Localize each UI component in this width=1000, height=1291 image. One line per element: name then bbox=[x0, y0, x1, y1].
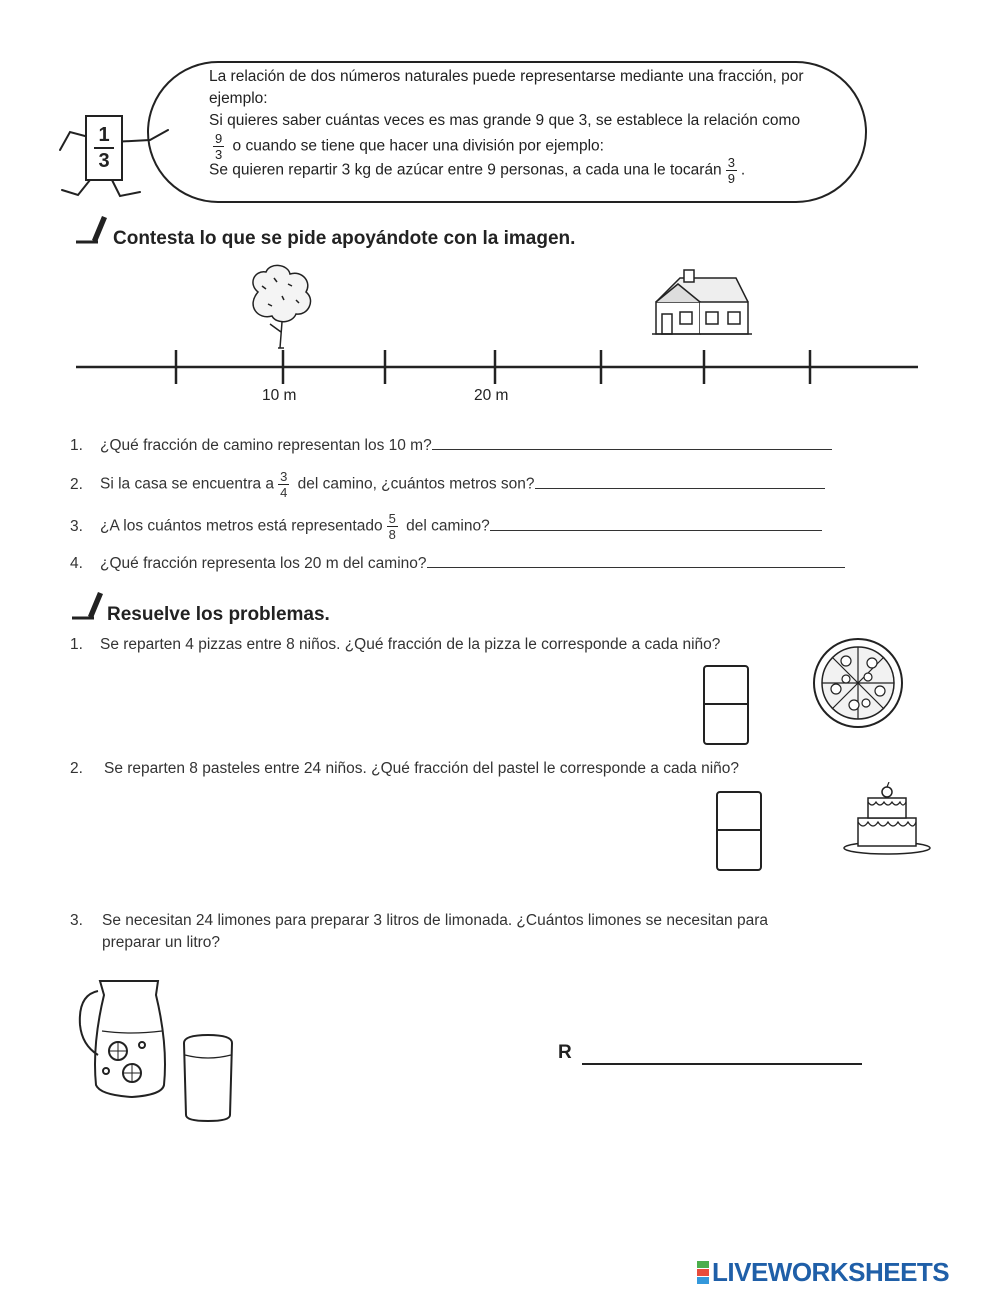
tree-icon bbox=[253, 265, 311, 348]
intro-line-5-end: . bbox=[740, 161, 746, 179]
intro-text bbox=[209, 66, 869, 185]
fraction-badge bbox=[86, 116, 122, 180]
question-1 bbox=[70, 435, 832, 455]
question-number: 4. bbox=[70, 555, 83, 572]
problem-text-line-2: preparar un litro? bbox=[102, 934, 221, 951]
answer-label: R bbox=[558, 1042, 572, 1063]
denominator-input[interactable] bbox=[705, 705, 747, 743]
logo-mark-icon bbox=[697, 1261, 709, 1284]
intro-line-2: ejemplo: bbox=[209, 90, 268, 107]
problem-text: Se reparten 4 pizzas entre 8 niños. ¿Qué fracción de la pizza le corresponde a cada niño? bbox=[100, 636, 721, 653]
intro-line-5-text: Se quieren repartir 3 kg de azúcar entre 9 personas, a cada una le tocarán bbox=[209, 161, 722, 179]
question-text: ¿Qué fracción representa los 20 m del camino? bbox=[100, 555, 427, 572]
frac-den: 9 bbox=[727, 171, 735, 186]
answer-line-input[interactable] bbox=[427, 553, 845, 568]
frac-num: 3 bbox=[280, 469, 288, 484]
problem-number: 2. bbox=[70, 760, 83, 777]
question-text-post: del camino? bbox=[406, 517, 490, 535]
question-number: 1. bbox=[70, 437, 83, 454]
problem-2 bbox=[70, 760, 739, 778]
badge-numerator: 1 bbox=[94, 125, 113, 149]
frac-num: 3 bbox=[727, 155, 735, 170]
intro-line-1: La relación de dos números naturales puede representarse mediante una fracción, por bbox=[209, 68, 804, 85]
intro-line-4 bbox=[209, 131, 869, 162]
intro-line-3: Si quieres saber cuántas veces es mas grande 9 que 3, se establece la relación como bbox=[209, 112, 801, 129]
frac-den: 4 bbox=[280, 485, 288, 500]
frac-num: 5 bbox=[388, 511, 396, 526]
question-3 bbox=[70, 512, 822, 541]
pizza-icon bbox=[810, 637, 906, 729]
fraction-answer-box[interactable] bbox=[703, 665, 749, 745]
answer-line-input[interactable] bbox=[432, 435, 832, 450]
question-text-post: del camino, ¿cuántos metros son? bbox=[297, 475, 535, 493]
fraction-answer-box[interactable] bbox=[716, 791, 762, 871]
question-text-pre: ¿A los cuántos metros está representado bbox=[100, 517, 383, 535]
problem-text: Se reparten 8 pasteles entre 24 niños. ¿Qué fracción del pastel le corresponde a cada niño? bbox=[104, 760, 740, 777]
house-icon bbox=[652, 270, 752, 334]
fraction-5-8 bbox=[387, 512, 398, 541]
answer-line-input[interactable] bbox=[490, 516, 822, 531]
numerator-input[interactable] bbox=[705, 667, 747, 705]
badge-denominator: 3 bbox=[98, 150, 110, 172]
intro-line-4-text: o cuando se tiene que hacer una división por ejemplo: bbox=[232, 137, 604, 155]
pitcher-icon bbox=[80, 981, 165, 1097]
problem-1 bbox=[70, 636, 720, 654]
question-text-pre: Si la casa se encuentra a bbox=[100, 475, 275, 493]
fraction-3-4 bbox=[278, 470, 289, 499]
question-text: ¿Qué fracción de camino representan los 10 m? bbox=[100, 437, 432, 454]
question-2 bbox=[70, 470, 825, 499]
label-20m: 20 m bbox=[474, 387, 509, 404]
question-number: 2. bbox=[70, 475, 83, 493]
brand-name: LIVEWORKSHEETS bbox=[712, 1257, 950, 1287]
label-10m: 10 m bbox=[262, 387, 297, 404]
numerator-input[interactable] bbox=[718, 793, 760, 831]
problem-number: 3. bbox=[70, 912, 83, 929]
cake-icon bbox=[842, 782, 932, 856]
answer-line-input[interactable] bbox=[535, 474, 825, 489]
section1-title: Contesta lo que se pide apoyándote con la imagen. bbox=[113, 228, 576, 249]
pencil-icon bbox=[72, 212, 108, 246]
section2-title: Resuelve los problemas. bbox=[107, 604, 330, 625]
answer-line-input[interactable] bbox=[582, 1062, 862, 1065]
frac-num: 9 bbox=[215, 131, 223, 146]
frac-den: 8 bbox=[388, 527, 396, 542]
denominator-input[interactable] bbox=[718, 831, 760, 869]
glass-icon bbox=[184, 1035, 232, 1121]
liveworksheets-logo bbox=[697, 1257, 949, 1288]
problem-3 bbox=[70, 912, 768, 952]
question-number: 3. bbox=[70, 517, 83, 535]
lemonade-icon bbox=[72, 975, 252, 1127]
frac-den: 3 bbox=[215, 147, 223, 162]
problem-number: 1. bbox=[70, 636, 83, 653]
pencil-icon bbox=[68, 588, 104, 622]
intro-line-5 bbox=[209, 156, 869, 185]
problem-text-line-1: Se necesitan 24 limones para preparar 3 litros de limonada. ¿Cuántos limones se necesitan para bbox=[102, 912, 769, 929]
question-4 bbox=[70, 553, 845, 573]
fraction-3-9 bbox=[726, 156, 737, 185]
